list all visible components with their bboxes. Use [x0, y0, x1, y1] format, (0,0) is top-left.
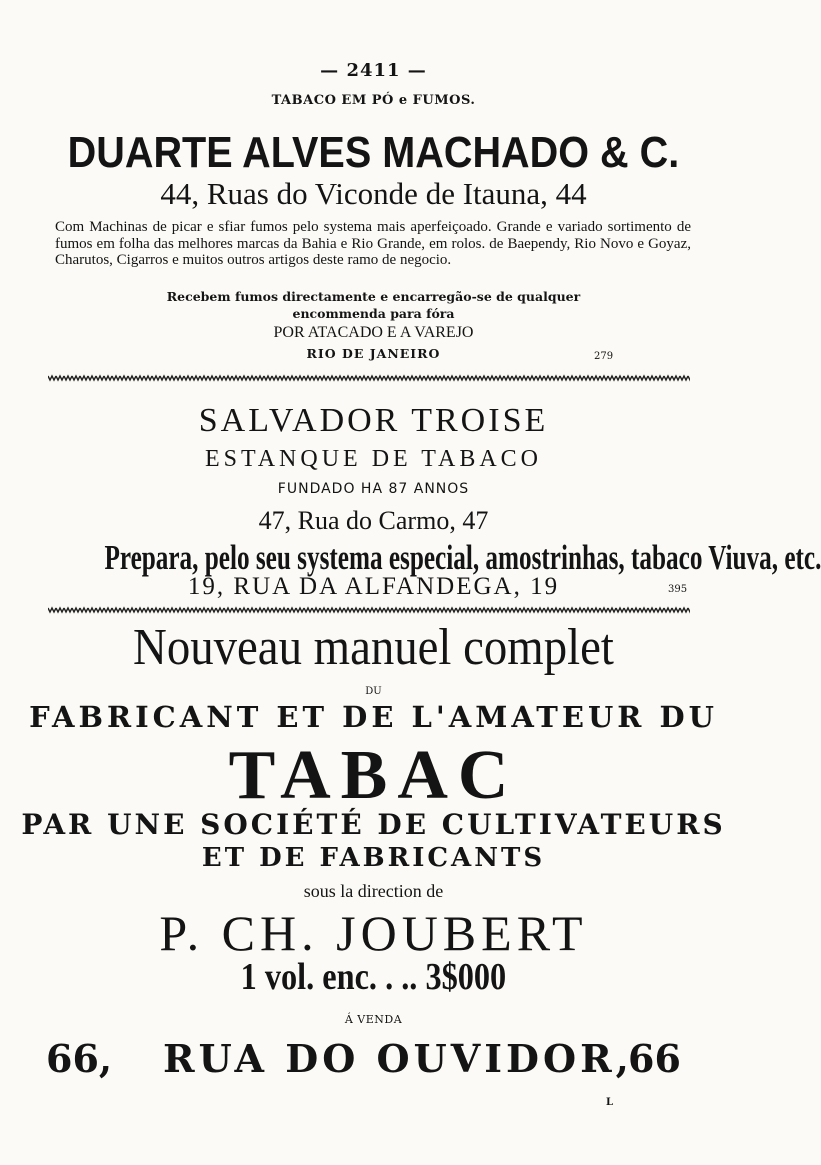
ad3-line3: ET DE FABRICANTS — [201, 843, 546, 873]
ad3-sale: Á VENDA — [344, 1013, 403, 1026]
ad1-heading: TABACO EM PÓ e FUMOS. — [271, 93, 476, 108]
ad1-company: DUARTE ALVES MACHADO & C. — [67, 128, 680, 177]
ad3-line2: PAR UNE SOCIÉTÉ DE CULTIVATEURS — [21, 808, 726, 841]
ad2-founded: FUNDADO HA 87 ANNOS — [277, 481, 470, 497]
wavy-divider — [48, 373, 690, 383]
ad3-number-left: 66, — [46, 1036, 113, 1081]
ad3-direction: sous la direction de — [303, 881, 444, 901]
ad3-du: DU — [365, 686, 382, 697]
ad3-price: 1 vol. enc. . .. 3$000 — [240, 956, 507, 998]
ad1-city: RIO DE JANEIRO — [306, 346, 441, 361]
ad3-tabac: TABAC — [228, 737, 519, 814]
ad2-business: ESTANQUE DE TABACO — [204, 446, 543, 472]
ad3-author: P. CH. JOUBERT — [159, 905, 588, 961]
ad1-notice-line2: encommenda para fóra — [292, 306, 455, 321]
ad2-address2: 19, RUA DA ALFANDEGA, 19 — [187, 573, 560, 600]
ad1-notice-line1: Recebem fumos directamente e encarregão-se de qualquer — [166, 289, 581, 304]
ad1-description: Com Machinas de picar e sfiar fumos pelo systema mais aperfeiçoado. Grande e variado sortimento de fumos em folha das melhores marcas da Bahia e Rio Grande, em rolos. de Baependy, Rio Novo e Goyaz, Charutos, Cigarros e muitos outros artigos deste ramo de negocio. — [55, 219, 691, 268]
ad3-title: Nouveau manuel complet — [133, 619, 614, 676]
ad3-number-right: 66 — [628, 1036, 681, 1081]
ad1-sale: POR ATACADO E A VAREJO — [273, 324, 474, 341]
ad3-mark: L — [606, 1097, 614, 1108]
ad2-name: SALVADOR TROISE — [198, 402, 549, 439]
ad3-line1: FABRICANT ET DE L'AMATEUR DU — [29, 700, 718, 734]
ad1-ref: 279 — [594, 351, 614, 362]
ad2-products: Prepara, pelo seu systema especial, amostrinhas, tabaco Viuva, etc. — [104, 538, 821, 577]
page-number: — 2411 — — [320, 60, 427, 81]
ad2-address: 47, Rua do Carmo, 47 — [258, 506, 489, 535]
ad3-street: RUA DO OUVIDOR, — [163, 1036, 633, 1081]
ad1-address: 44, Ruas do Viconde de Itauna, 44 — [160, 176, 587, 211]
ad2-ref: 395 — [668, 584, 688, 595]
wavy-divider-2 — [48, 605, 690, 615]
